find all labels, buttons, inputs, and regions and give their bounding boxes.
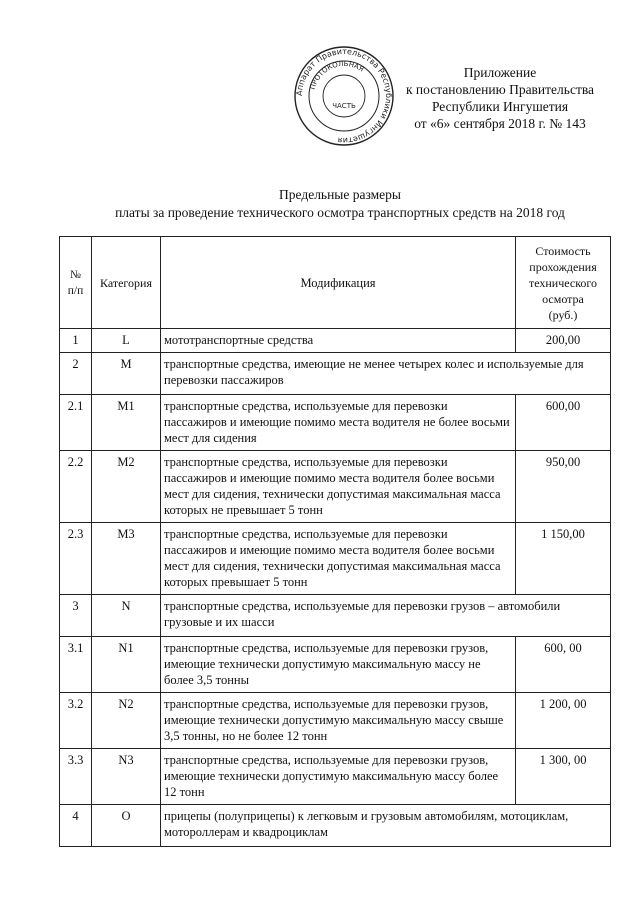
table-row (60, 595, 611, 637)
header-modification: Модификация (161, 237, 516, 329)
appendix-line-1: Приложение (463, 65, 537, 80)
stamp-inner-ring (323, 75, 365, 117)
row-modification: транспортные средства, используемые для перевозки грузов – автомобили грузовые и их шасси (161, 595, 611, 637)
row-cost: 1 300, 00 (516, 749, 611, 805)
stamp-center-text: ЧАСТЬ (332, 102, 356, 110)
row-number: 3.3 (60, 749, 92, 805)
row-number: 3.1 (60, 637, 92, 693)
row-number: 3.2 (60, 693, 92, 749)
header-cost: Стоимость прохождения технического осмотра (руб.) (516, 237, 611, 329)
row-modification: прицепы (полуприцепы) к легковым и грузовым автомобилям, мотоциклам, мотороллерам и квадроциклам (161, 805, 611, 847)
row-number: 3 (60, 595, 92, 637)
table-row (60, 451, 611, 523)
row-number: 4 (60, 805, 92, 847)
row-modification: транспортные средства, используемые для перевозки грузов, имеющие технически допустимую максимальную массу не более 3,5 тонны (161, 637, 516, 693)
appendix-line-4: от «6» сентября 2018 г. № 143 (414, 116, 586, 131)
document-title (40, 186, 640, 222)
appendix-line-2: к постановлению Правительства (405, 82, 595, 97)
table-row (60, 693, 611, 749)
row-cost: 600, 00 (516, 637, 611, 693)
appendix-header (380, 64, 620, 132)
row-category: М (92, 353, 161, 395)
row-cost: 200,00 (516, 329, 611, 353)
row-category: N1 (92, 637, 161, 693)
official-stamp (292, 44, 396, 148)
row-modification: транспортные средства, используемые для перевозки пассажиров и имеющие помимо места водителя более восьми мест для сидения, технически допустимая максимальная масса которых превышает 5 тонн (161, 523, 516, 595)
table-row (60, 329, 611, 353)
header-category: Категория (92, 237, 161, 329)
row-cost: 1 150,00 (516, 523, 611, 595)
stamp-inner-text: ПРОТОКОЛЬНАЯ (308, 59, 366, 91)
row-category: М1 (92, 395, 161, 451)
row-number: 2 (60, 353, 92, 395)
row-number: 2.1 (60, 395, 92, 451)
table-row (60, 749, 611, 805)
row-cost: 950,00 (516, 451, 611, 523)
row-number: 1 (60, 329, 92, 353)
table-header-row (60, 237, 611, 329)
table-row (60, 353, 611, 395)
row-number: 2.2 (60, 451, 92, 523)
row-category: N3 (92, 749, 161, 805)
stamp-outer-text: Аппарат Правительства Республики Ингушетия (294, 46, 394, 146)
row-modification: транспортные средства, имеющие не менее четырех колес и используемые для перевозки пассажиров (161, 353, 611, 395)
row-modification: транспортные средства, используемые для перевозки пассажиров и имеющие помимо места водителя не более восьми мест для сидения (161, 395, 516, 451)
table-row (60, 637, 611, 693)
table-row (60, 523, 611, 595)
appendix-line-3: Республики Ингушетия (431, 99, 569, 114)
title-line-1: Предельные размеры (279, 187, 401, 202)
row-cost: 1 200, 00 (516, 693, 611, 749)
table-row (60, 805, 611, 847)
row-modification: транспортные средства, используемые для перевозки грузов, имеющие технически допустимую максимальную массу свыше 3,5 тонны, но не более 12 тонн (161, 693, 516, 749)
row-category: N (92, 595, 161, 637)
row-modification: транспортные средства, используемые для перевозки грузов, имеющие технически допустимую максимальную массу более 12 тонн (161, 749, 516, 805)
row-category: N2 (92, 693, 161, 749)
row-number: 2.3 (60, 523, 92, 595)
row-category: М3 (92, 523, 161, 595)
header-number: № п/п (60, 237, 92, 329)
row-cost: 600,00 (516, 395, 611, 451)
row-category: М2 (92, 451, 161, 523)
title-line-2: платы за проведение технического осмотра транспортных средств на 2018 год (115, 205, 565, 220)
row-category: L (92, 329, 161, 353)
fees-table (59, 236, 611, 847)
table-row (60, 395, 611, 451)
row-modification: транспортные средства, используемые для перевозки пассажиров и имеющие помимо места водителя более восьми мест для сидения, технически допустимая максимальная масса которых не превышает 5 тонн (161, 451, 516, 523)
row-modification: мототранспортные средства (161, 329, 516, 353)
row-category: О (92, 805, 161, 847)
